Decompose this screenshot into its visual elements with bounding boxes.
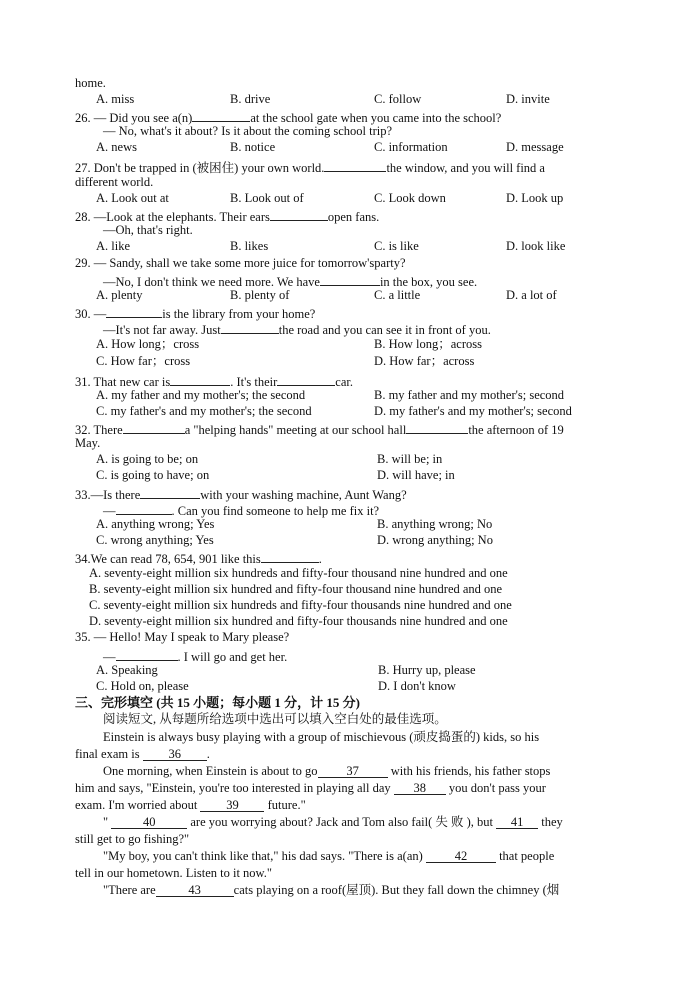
option-a: A. anything wrong; Yes <box>96 517 215 531</box>
answer-blank <box>277 372 335 386</box>
answer-blank <box>221 320 279 334</box>
option-b: B. drive <box>230 92 271 106</box>
option-a: A. news <box>96 140 137 154</box>
passage-line <box>103 883 559 898</box>
passage-text: him and says, "Einstein, you're too interested in playing all day <box>75 781 391 795</box>
option-d: D. look like <box>506 239 566 253</box>
reply-text: —It's not far away. Just <box>103 323 221 337</box>
passage-text: "My boy, you can't think like that," his dad says. "There is a(an) <box>103 849 423 863</box>
option-b: B. notice <box>230 140 276 154</box>
option-b: B. seventy-eight million six hundred and fifty-four thousand nine hundred and one <box>89 582 503 596</box>
answer-blank <box>116 501 172 515</box>
option-b: B. my father and my mother's; second <box>374 388 565 402</box>
passage-line: tell in our hometown. Listen to it now." <box>75 866 272 880</box>
answer-blank <box>106 304 162 318</box>
answer-blank <box>170 372 230 386</box>
reply-text: the road and you can see it in front of you. <box>278 323 491 337</box>
option-d: D. How far；across <box>374 354 475 368</box>
option-c: C. How far；cross <box>96 354 191 368</box>
question-26-reply: — No, what's it about? Is it about the coming school trip? <box>103 124 393 138</box>
reply-text: . I will go and get her. <box>177 650 288 664</box>
option-c: C. my father's and my mother's; the second <box>96 404 312 418</box>
option-d: D. message <box>506 140 564 154</box>
question-number: 35. <box>75 630 91 644</box>
answer-blank <box>261 549 319 563</box>
question-text: is the library from your home? <box>162 307 316 321</box>
option-c: C. follow <box>374 92 422 106</box>
option-c: C. is going to have; on <box>96 468 210 482</box>
passage-line <box>103 849 554 864</box>
answer-blank <box>123 420 185 434</box>
question-27-continued: different world. <box>75 175 154 189</box>
question-29 <box>75 256 406 271</box>
section-instruction: 阅读短文, 从每题所给选项中选出可以填入空白处的最佳选项。 <box>103 712 447 726</box>
passage-line: still get to go fishing?" <box>75 832 190 846</box>
passage-line <box>75 798 306 813</box>
passage-line: Einstein is always busy playing with a group of mischievous (顽皮捣蛋的) kids, so his <box>103 730 540 744</box>
question-number: 27. <box>75 161 91 175</box>
option-b: B. anything wrong; No <box>377 517 493 531</box>
passage-line <box>103 764 550 779</box>
option-b: B. Hurry up, please <box>378 663 476 677</box>
option-d: D. my father's and my mother's; second <box>374 404 572 418</box>
question-number: 33. <box>75 488 91 502</box>
option-c: C. a little <box>374 288 421 302</box>
option-b: B. plenty of <box>230 288 290 302</box>
blank-37: 37 <box>318 764 388 778</box>
question-text: That new car is <box>93 375 171 389</box>
option-c: C. is like <box>374 239 419 253</box>
question-30-reply <box>103 320 491 338</box>
passage-text: that people <box>499 849 555 863</box>
option-a: A. seventy-eight million six hundreds and fifty-four thousand nine hundred and one <box>89 566 508 580</box>
option-a: A. miss <box>96 92 135 106</box>
passage-text: final exam is <box>75 747 140 761</box>
option-d: D. I don't know <box>378 679 456 693</box>
option-a: A. my father and my mother's; the second <box>96 388 306 402</box>
passage-text: cats playing on a roof(屋顶). But they fall down the chimney (烟 <box>233 883 560 897</box>
passage-text: exam. I'm worried about <box>75 798 198 812</box>
passage-text: One morning, when Einstein is about to go <box>103 764 318 778</box>
answer-blank <box>270 207 328 221</box>
question-text: — Hello! May I speak to Mary please? <box>93 630 290 644</box>
passage-line <box>103 815 563 830</box>
question-text: open fans. <box>327 210 380 224</box>
passage-text: future." <box>267 798 306 812</box>
option-a: A. like <box>96 239 131 253</box>
answer-blank <box>116 647 178 661</box>
option-b: B. Look out of <box>230 191 304 205</box>
passage-text: are you worrying about? Jack and Tom also fail( 失 败 ), but <box>190 815 493 829</box>
option-a: A. is going to be; on <box>96 452 199 466</box>
answer-blank <box>324 158 386 172</box>
section-heading: 三、完形填空 (共 15 小题；每小题 1 分，计 15 分) <box>75 695 360 710</box>
question-27 <box>75 158 545 176</box>
question-text: —Look at the elephants. Their ears <box>93 210 270 224</box>
blank-42: 42 <box>426 849 496 863</box>
question-number: 32. <box>75 423 91 437</box>
question-text: We can read 78, 654, 901 like this <box>90 552 261 566</box>
answer-blank <box>406 420 468 434</box>
passage-text: . <box>206 747 210 761</box>
option-d: D. invite <box>506 92 550 106</box>
option-c: C. information <box>374 140 448 154</box>
question-34 <box>75 549 322 567</box>
question-25-tail: home. <box>75 76 106 90</box>
question-text: the afternoon of 19 <box>468 423 564 437</box>
option-b: B. How long；across <box>374 337 482 351</box>
option-a: A. How long；cross <box>96 337 200 351</box>
question-number: 34. <box>75 552 91 566</box>
option-a: A. plenty <box>96 288 143 302</box>
question-text: at the school gate when you came into the school? <box>250 111 502 125</box>
blank-39: 39 <box>200 798 264 812</box>
question-text: with your washing machine, Aunt Wang? <box>200 488 407 502</box>
blank-41: 41 <box>496 815 538 829</box>
reply-text: . Can you find someone to help me fix it? <box>171 504 380 518</box>
passage-text: you don't pass your <box>448 781 546 795</box>
question-number: 28. <box>75 210 91 224</box>
question-text: — Sandy, shall we take some more juice for tomorrow'sparty? <box>93 256 406 270</box>
option-a: A. Look out at <box>96 191 169 205</box>
option-c: C. seventy-eight million six hundreds and fifty-four thousands nine hundred and one <box>89 598 512 612</box>
question-number: 29. <box>75 256 91 270</box>
option-c: C. Hold on, please <box>96 679 189 693</box>
question-number: 26. <box>75 111 91 125</box>
answer-blank <box>320 272 380 286</box>
question-35 <box>75 630 289 645</box>
blank-38: 38 <box>394 781 446 795</box>
option-a: A. Speaking <box>96 663 158 677</box>
question-text: . It's their <box>230 375 278 389</box>
passage-text: they <box>541 815 563 829</box>
blank-36: 36 <box>143 747 207 761</box>
blank-40: 40 <box>111 815 187 829</box>
question-text: a "helping hands" meeting at our school hall <box>184 423 407 437</box>
option-d: D. a lot of <box>506 288 557 302</box>
question-32-continued: May. <box>75 436 101 450</box>
option-d: D. wrong anything; No <box>377 533 493 547</box>
answer-blank <box>140 485 200 499</box>
question-29-reply <box>103 272 477 290</box>
question-text: There <box>93 423 123 437</box>
question-text: —Is there <box>90 488 141 502</box>
question-32 <box>75 420 564 438</box>
question-text: — Did you see a(n) <box>93 111 193 125</box>
passage-line <box>75 781 546 796</box>
reply-text: in the box, you see. <box>379 275 478 289</box>
option-b: B. likes <box>230 239 269 253</box>
option-d: D. seventy-eight million six hundred and fifty-four thousands nine hundred and one <box>89 614 508 628</box>
answer-blank <box>192 108 250 122</box>
reply-text: —No, I don't think we need more. We have <box>103 275 320 289</box>
option-b: B. will be; in <box>377 452 443 466</box>
question-text: . <box>318 552 322 566</box>
passage-line <box>75 747 210 762</box>
question-text: — <box>93 307 107 321</box>
question-number: 30. <box>75 307 91 321</box>
question-text: Don't be trapped in (被困住) your own world. <box>93 161 325 175</box>
question-28-reply: —Oh, that's right. <box>103 223 193 237</box>
option-c: C. Look down <box>374 191 446 205</box>
passage-text: with his friends, his father stops <box>390 764 551 778</box>
option-d: D. will have; in <box>377 468 455 482</box>
blank-43: 43 <box>156 883 234 897</box>
question-number: 31. <box>75 375 91 389</box>
reply-text: — <box>103 650 116 664</box>
question-text: car. <box>335 375 353 389</box>
option-d: D. Look up <box>506 191 564 205</box>
option-c: C. wrong anything; Yes <box>96 533 214 547</box>
passage-text: " <box>103 815 109 829</box>
passage-text: "There are <box>103 883 156 897</box>
question-text: the window, and you will find a <box>386 161 545 175</box>
reply-text: — <box>103 504 116 518</box>
